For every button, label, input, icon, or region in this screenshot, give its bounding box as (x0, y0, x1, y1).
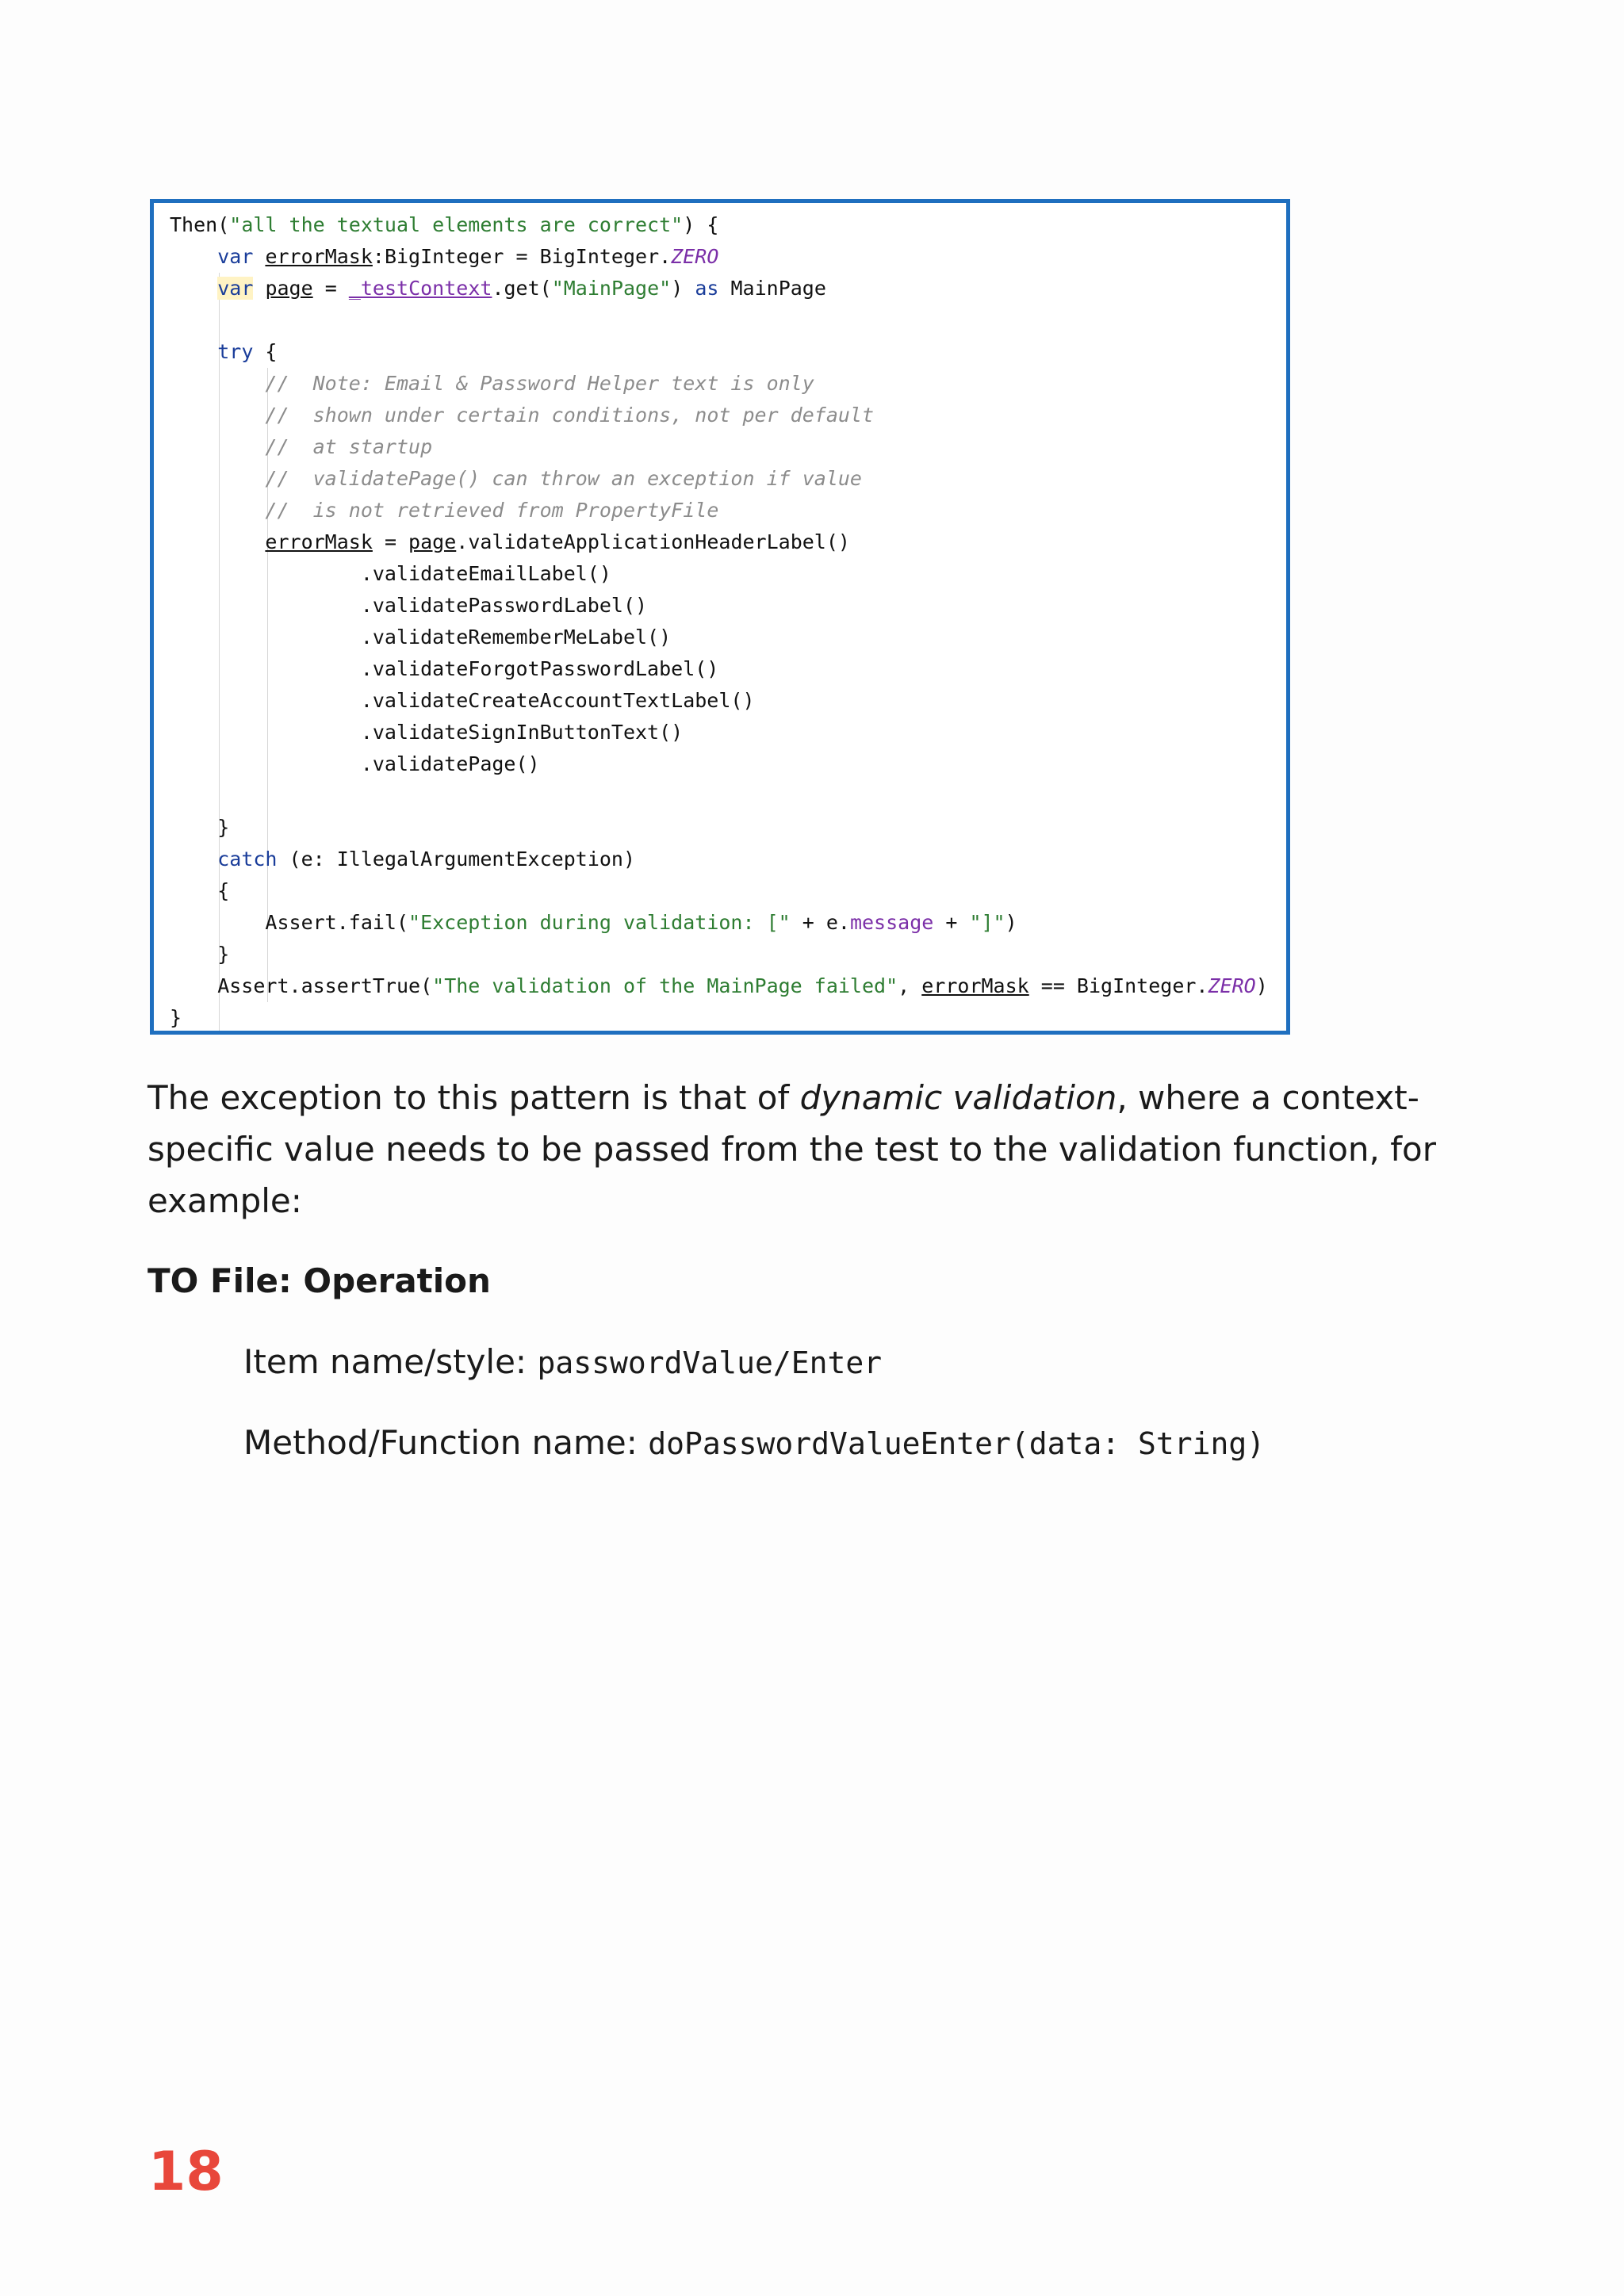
section-heading: TO File: Operation (147, 1261, 491, 1300)
code-line (170, 241, 1286, 273)
method-function-name-line (243, 1419, 1265, 1468)
code-token: "The validation of the MainPage failed" (432, 974, 898, 997)
code-line (170, 653, 1286, 685)
code-token: Assert.assertTrue( (170, 974, 433, 997)
code-token: :BigInteger = BigInteger. (372, 245, 672, 268)
code-line (170, 590, 1286, 622)
code-line (170, 558, 1286, 590)
code-token: // validatePage() can throw an exception if value (265, 467, 862, 490)
code-token: _testContext (348, 277, 492, 300)
code-token: catch (217, 848, 278, 871)
code-line (170, 780, 1286, 812)
code-token: , (898, 974, 922, 997)
code-token: .validateRememberMeLabel() (170, 626, 672, 649)
code-line (170, 209, 1286, 241)
code-token: errorMask (921, 974, 1029, 997)
code-token (170, 530, 265, 553)
code-line (170, 273, 1286, 304)
code-token: .validatePage() (170, 752, 540, 775)
code-token: Assert.fail( (170, 911, 409, 934)
code-line (170, 495, 1286, 526)
item-value: passwordValue/Enter (537, 1345, 883, 1380)
code-token: .validateSignInButtonText() (170, 721, 684, 744)
code-token: ZERO (671, 245, 719, 268)
code-line (170, 875, 1286, 907)
code-token: ) (1255, 974, 1268, 997)
code-token: // shown under certain conditions, not per default (265, 404, 875, 427)
code-token: .validateApplicationHeaderLabel() (456, 530, 850, 553)
code-token: // is not retrieved from PropertyFile (265, 499, 719, 522)
code-token: ) (1005, 911, 1017, 934)
paragraph-text: , where a context-specific value needs to be passed from the test to the validation function, for example: (147, 1078, 1436, 1220)
code-token (253, 245, 265, 268)
code-token (170, 340, 217, 363)
code-token: } (170, 816, 230, 839)
code-token (170, 848, 217, 871)
code-line (170, 336, 1286, 368)
code-token: } (170, 943, 230, 966)
code-token: + (933, 911, 970, 934)
code-line (170, 939, 1286, 970)
item-label: Item name/style: (243, 1342, 538, 1381)
code-token: var (217, 277, 254, 300)
code-token (170, 499, 265, 522)
code-token: .validateEmailLabel() (170, 562, 611, 585)
code-token (253, 277, 265, 300)
code-token: + e. (790, 911, 850, 934)
code-line (170, 1002, 1286, 1034)
code-token (170, 435, 265, 458)
code-line (170, 685, 1286, 717)
code-line (170, 304, 1286, 336)
code-line (170, 970, 1286, 1002)
code-line (170, 622, 1286, 653)
code-line (170, 907, 1286, 939)
code-token: } (170, 1006, 182, 1029)
code-snippet-frame (150, 199, 1290, 1035)
code-token: .validateForgotPasswordLabel() (170, 657, 719, 680)
code-token: ZERO (1208, 974, 1256, 997)
paragraph-emphasis: dynamic validation (799, 1078, 1117, 1117)
page-number: 18 (148, 2141, 224, 2203)
code-token: "]" (969, 911, 1005, 934)
code-token: errorMask (265, 245, 373, 268)
code-token: "Exception during validation: [" (408, 911, 791, 934)
code-line (170, 400, 1286, 431)
body-paragraph (147, 1072, 1480, 1226)
code-token: Then( (170, 213, 230, 236)
code-token: page (408, 530, 457, 553)
code-line (170, 526, 1286, 558)
code-token: as (695, 277, 719, 300)
code-token (170, 467, 265, 490)
code-token: // at startup (265, 435, 433, 458)
code-token: ) { (683, 213, 719, 236)
code-token: "all the textual elements are correct" (229, 213, 684, 236)
code-line (170, 431, 1286, 463)
code-token (170, 372, 265, 395)
code-line (170, 368, 1286, 400)
code-token: (e: IllegalArgumentException) (277, 848, 636, 871)
item-name-style-line (243, 1338, 882, 1387)
code-line (170, 717, 1286, 748)
code-token: try (217, 340, 254, 363)
item-label: Method/Function name: (243, 1423, 649, 1462)
code-token: MainPage (718, 277, 826, 300)
code-token: .get( (492, 277, 552, 300)
code-line (170, 812, 1286, 844)
code-token: // Note: Email & Password Helper text is only (265, 372, 814, 395)
code-line (170, 844, 1286, 875)
code-token: errorMask (265, 530, 373, 553)
code-token: .validatePasswordLabel() (170, 594, 648, 617)
code-token: "MainPage" (551, 277, 672, 300)
code-token: { (170, 879, 230, 902)
code-token: page (265, 277, 313, 300)
code-token (170, 277, 217, 300)
code-line (170, 748, 1286, 780)
code-block (170, 209, 1286, 1034)
code-token: = (372, 530, 409, 553)
code-token: ) (671, 277, 695, 300)
code-token (170, 404, 265, 427)
item-value: doPasswordValueEnter(data: String) (648, 1426, 1266, 1461)
code-token: message (849, 911, 934, 934)
paragraph-text: The exception to this pattern is that of (147, 1078, 800, 1117)
code-token: = (312, 277, 349, 300)
code-token (170, 245, 217, 268)
code-token: == BigInteger. (1028, 974, 1208, 997)
code-token: .validateCreateAccountTextLabel() (170, 689, 755, 712)
code-line (170, 463, 1286, 495)
code-token: var (217, 245, 254, 268)
code-token: { (253, 340, 278, 363)
